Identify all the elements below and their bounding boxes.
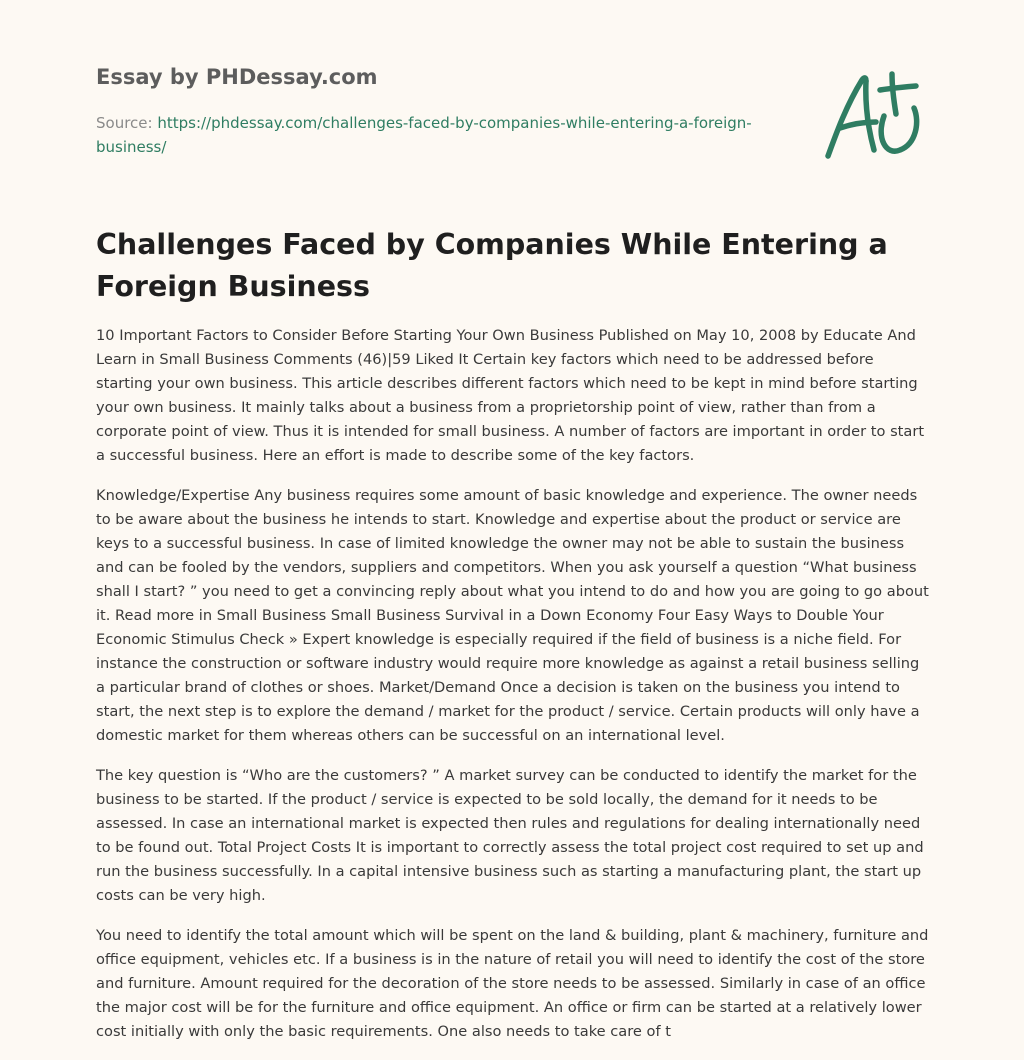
page-header xyxy=(96,0,932,160)
site-title: Essay by PHDessay.com xyxy=(96,65,378,89)
essay-paragraph: You need to identify the total amount which will be spent on the land & building, plant & machinery, furniture and office equipment, vehicles etc. If a business is in the nature of retail you will need to identify the cost of the store and furniture. Amount required for the decoration of the store needs to be assessed. Similarly in case of an office the major cost will be for the furniture and office equipment. An office or firm can be started at a relatively lower cost initially with only the basic requirements. One also needs to take care of t xyxy=(96,927,929,1040)
source-link[interactable]: https://phdessay.com/challenges-faced-by-companies-while-entering-a-foreign-business/ xyxy=(96,114,752,156)
a-plus-logo-icon xyxy=(824,66,928,166)
essay-title: Challenges Faced by Companies While Entering a Foreign Business xyxy=(96,228,888,303)
essay-body xyxy=(96,324,932,1060)
essay-paragraph: 10 Important Factors to Consider Before Starting Your Own Business Published on May 10, 2008 by Educate And Learn in Small Business Comments (46)|59 Liked It Certain key factors which need to be addressed before starting your own business. This article describes different factors which need to be kept in mind before starting your own business. It mainly talks about a business from a proprietorship point of view, rather than from a corporate point of view. Thus it is intended for small business. A number of factors are important in order to start a successful business. Here an effort is made to describe some of the key factors. xyxy=(96,327,925,464)
essay-page xyxy=(96,0,932,1040)
source-line xyxy=(96,111,796,159)
source-label: Source: xyxy=(96,114,158,132)
essay-paragraph: The key question is “Who are the customers? ” A market survey can be conducted to identify the market for the business to be started. If the product / service is expected to be sold locally, the demand for it needs to be assessed. In case an international market is expected then rules and regulations for dealing internationally need to be found out. Total Project Costs It is important to correctly assess the total project cost required to set up and run the business successfully. In a capital intensive business such as starting a manufacturing plant, the start up costs can be very high. xyxy=(96,767,924,904)
essay-paragraph: Knowledge/Expertise Any business requires some amount of basic knowledge and experience. The owner needs to be aware about the business he intends to start. Knowledge and expertise about the product or service are keys to a successful business. In case of limited knowledge the owner may not be able to sustain the business and can be fooled by the vendors, suppliers and competitors. When you ask yourself a question “What business shall I start? ” you need to get a convincing reply about what you intend to do and how you are going to go about it. Read more in Small Business Small Business Survival in a Down Economy Four Easy Ways to Double Your Economic Stimulus Check » Expert knowledge is especially required if the field of business is a niche field. For instance the construction or software industry would require more knowledge as against a retail business selling a particular brand of clothes or shoes. Market/Demand Once a decision is taken on the business you intend to start, the next step is to explore the demand / market for the product / service. Certain products will only have a domestic market for them whereas others can be successful on an international level. xyxy=(96,487,929,744)
